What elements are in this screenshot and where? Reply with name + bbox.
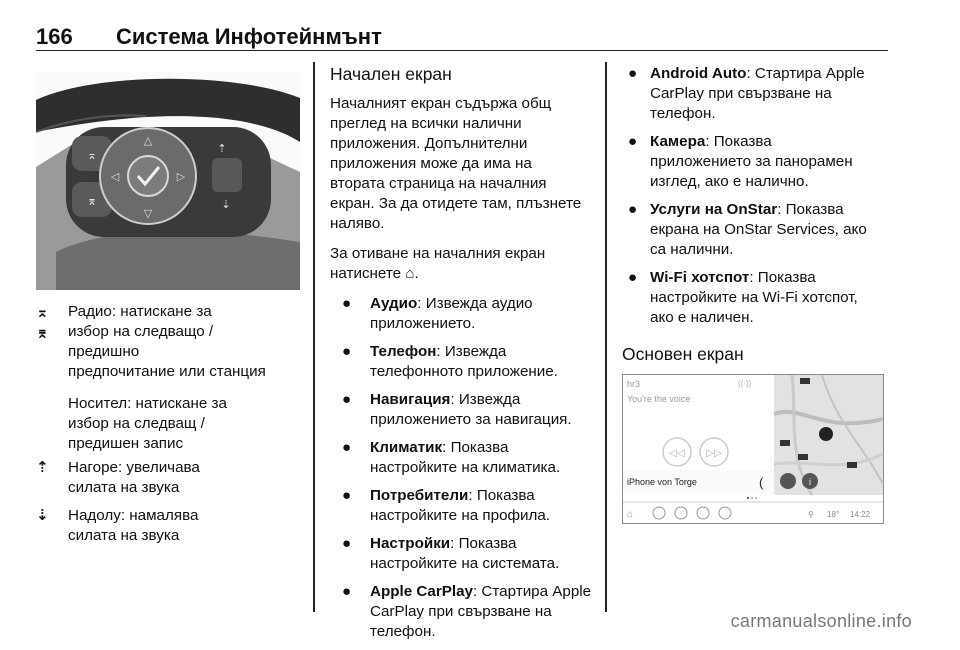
control-text-line: силата на звука (68, 527, 180, 544)
column-divider-1 (313, 62, 315, 612)
control-text-line: избор на следващ / (68, 415, 205, 432)
list-item: ● Настройки: Показва настройките на системата. (342, 535, 560, 572)
column-1 (36, 72, 304, 546)
home-app-list (330, 294, 600, 642)
source-label: hr3 (627, 379, 641, 389)
page-header (36, 24, 382, 50)
control-text-line: предишен запис (68, 435, 184, 452)
control-volume-down (36, 506, 304, 546)
page-number: 166 (36, 24, 73, 49)
list-item: ● Аудио: Извежда аудио приложението. (342, 295, 533, 332)
clock: 14:22 (850, 510, 871, 519)
control-media (36, 394, 304, 454)
svg-text:i: i (809, 477, 811, 487)
ok-button[interactable] (128, 156, 168, 196)
list-item: ● Климатик: Показва настройките на климатика. (342, 439, 561, 476)
phone-icon: ( (759, 475, 764, 490)
phone-name: iPhone von Torge (627, 477, 697, 487)
volume-up-icon: ⇡ (36, 459, 49, 476)
location-icon: ⚲ (808, 510, 814, 519)
control-radio (36, 302, 304, 382)
control-text-line: Надолу: намалява (68, 507, 199, 524)
list-item: ● Потребители: Показва настройките на профила. (342, 487, 551, 524)
list-item: ● Телефон: Извежда телефонното приложение. (342, 343, 558, 380)
list-item: ● Камера: Показва приложението за панорамен изглед, ако е налично. (628, 133, 853, 190)
svg-text:△: △ (143, 135, 153, 147)
control-text-line: Нагоре: увеличава (68, 459, 200, 476)
control-text-line: избор на следващо / (68, 323, 214, 340)
control-text-line: Радио: натискане за (68, 303, 212, 320)
svg-text:▷: ▷ (176, 171, 186, 183)
control-text-line: предпочитание или станция (68, 363, 266, 380)
home-intro: Началният екран съдържа общ преглед на всички налични приложения. Допълнителни приложения може да има на втората страница на началния екран. За да отидете там, плъзнете наляво. (330, 95, 582, 232)
seek-down-icon: ⌆ (36, 325, 49, 342)
section-heading-home: Начален екран (330, 64, 452, 84)
control-text-line: Носител: натискане за (68, 395, 227, 412)
map-pin-icon (819, 427, 833, 441)
header-divider (36, 50, 888, 51)
seek-up-down-icon (36, 302, 68, 382)
list-item: ● Услуги на OnStar: Показва екрана на OnStar Services, ако са налични. (628, 201, 867, 258)
svg-text:⇣: ⇣ (221, 199, 231, 211)
list-item: ● Apple CarPlay: Стартира Apple CarPlay при свързване на телефон. (342, 583, 592, 640)
temperature: 18° (827, 510, 840, 519)
list-item: ● Навигация: Извежда приложението за навигация. (342, 391, 572, 428)
list-item: ● Android Auto: Стартира Apple CarPlay при свързване на телефон. (628, 65, 865, 122)
end-call-button[interactable] (780, 473, 796, 489)
section-heading-main-screen: Основен екран (622, 344, 744, 364)
page-title: Система Инфотейнмънт (116, 24, 382, 49)
svg-text:⌅: ⌅ (86, 148, 98, 162)
svg-text:◁: ◁ (110, 171, 120, 183)
control-text-line: силата на звука (68, 479, 180, 496)
column-3 (622, 64, 892, 374)
forward-icon: ▷▷ (706, 448, 722, 459)
svg-text:⇡: ⇡ (217, 143, 227, 155)
volume-rocker[interactable] (212, 158, 242, 192)
volume-down-icon: ⇣ (36, 507, 49, 524)
infotainment-screen-illustration (622, 374, 884, 524)
column-2 (330, 64, 600, 650)
svg-text:▽: ▽ (143, 208, 153, 220)
home-app-list-cont (622, 64, 892, 328)
list-item: ● Wi-Fi хотспот: Показва настройките на Wi-Fi хотспот, ако е наличен. (628, 269, 858, 326)
steering-wheel-illustration (36, 72, 300, 290)
track-label: You're the voice (627, 394, 691, 404)
control-text-line: предишно (68, 343, 140, 360)
home-icon[interactable]: ⌂ (627, 509, 634, 520)
seek-up-icon: ⌅ (36, 304, 49, 321)
column-divider-2 (605, 62, 607, 612)
antenna-icon: ((·)) (738, 379, 752, 388)
footer-watermark: carmanualsonline.info (730, 611, 912, 631)
rewind-icon: ◁◁ (669, 448, 685, 459)
home-instruction: За отиване на началния екран натиснете ⌂. (330, 245, 546, 282)
control-volume-up (36, 458, 304, 498)
svg-text:⌆: ⌆ (86, 194, 98, 208)
